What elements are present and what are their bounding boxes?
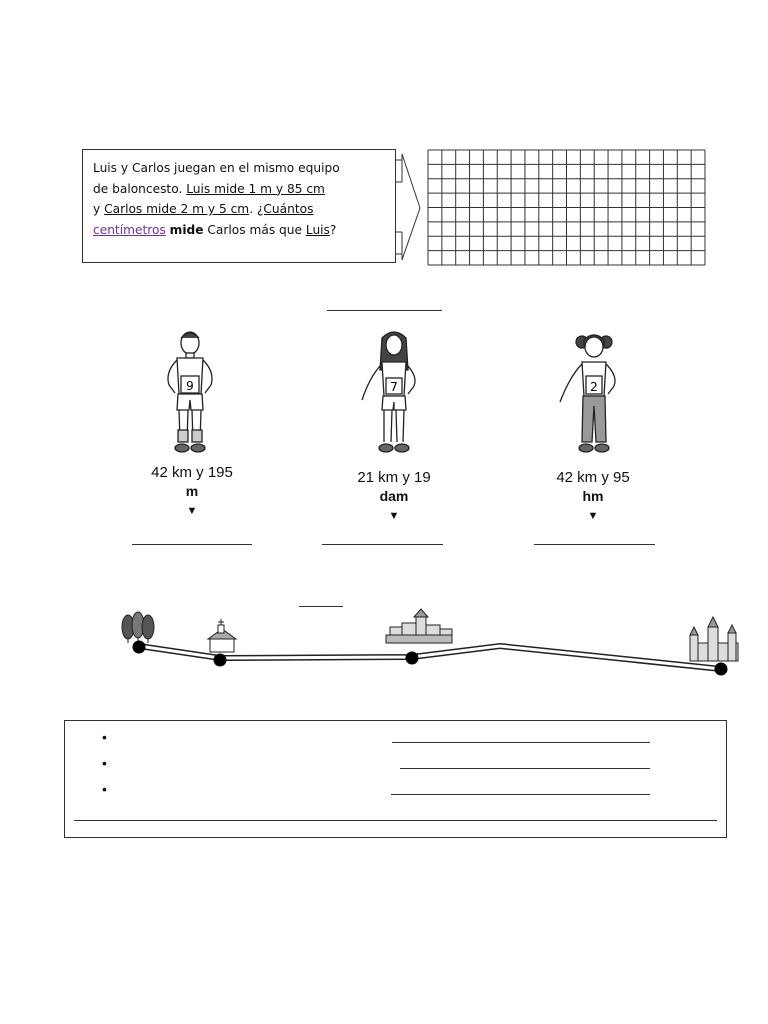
arrow-connector-icon xyxy=(394,152,424,264)
bib-number-9: 9 xyxy=(186,379,194,393)
runner-1-distance: 42 km y 195 xyxy=(151,464,233,481)
bullet-1: • xyxy=(102,729,107,745)
bib-number-7: 7 xyxy=(390,380,398,394)
route-map xyxy=(110,605,750,685)
title-blank-line[interactable] xyxy=(327,310,442,311)
route-point-town xyxy=(406,652,419,665)
answer-line-3[interactable] xyxy=(391,794,650,795)
calculation-grid[interactable] xyxy=(427,149,706,266)
carlos-height: Carlos mide 2 m y 5 cm xyxy=(104,202,250,216)
answer-blank-2[interactable] xyxy=(322,544,443,545)
town-icon xyxy=(386,609,452,643)
down-arrow-icon: ▼ xyxy=(186,505,198,517)
runner-1-unit: m xyxy=(185,483,199,499)
runner-girl-2-icon xyxy=(556,330,632,462)
route-point-church xyxy=(214,654,227,667)
runner-2-distance: 21 km y 19 xyxy=(357,469,431,486)
problem-line-3: y Carlos mide 2 m y 5 cm. ¿Cuántos xyxy=(93,202,314,216)
runner-2-label xyxy=(324,468,464,506)
castle-icon xyxy=(690,617,738,661)
answer-blank-3[interactable] xyxy=(534,544,655,545)
down-arrow-icon: ▼ xyxy=(388,510,400,522)
runner-3-unit: hm xyxy=(582,488,604,504)
forest-icon xyxy=(122,612,154,643)
luis-height: Luis mide 1 m y 85 cm xyxy=(186,181,325,196)
problem-line-4: centímetros mide Carlos más que Luis? xyxy=(93,222,337,237)
runner-boy-9-icon xyxy=(155,330,225,462)
down-arrow-icon: ▼ xyxy=(587,510,599,522)
church-icon xyxy=(208,619,236,652)
runner-3-distance: 42 km y 95 xyxy=(556,469,630,486)
problem-line-2: de baloncesto. Luis mide 1 m y 85 cm xyxy=(93,181,325,196)
answer-line-1[interactable] xyxy=(392,742,650,743)
bib-number-2: 2 xyxy=(590,380,598,394)
runner-girl-7-icon xyxy=(356,330,432,462)
runner-1-label xyxy=(122,463,262,501)
problem-line-1: Luis y Carlos juegan en el mismo equipo xyxy=(93,161,340,175)
centimeters-word: centímetros xyxy=(93,222,166,237)
runner-3-label xyxy=(523,468,663,506)
answer-line-total[interactable] xyxy=(74,820,717,821)
route-point-castle xyxy=(715,663,728,676)
answer-blank-1[interactable] xyxy=(132,544,252,545)
problem-statement-box xyxy=(82,149,396,263)
bullet-3: • xyxy=(102,781,107,797)
bullet-2: • xyxy=(102,755,107,771)
route-point-forest xyxy=(133,641,146,654)
answer-line-2[interactable] xyxy=(400,768,650,769)
runner-2-unit: dam xyxy=(379,488,409,504)
